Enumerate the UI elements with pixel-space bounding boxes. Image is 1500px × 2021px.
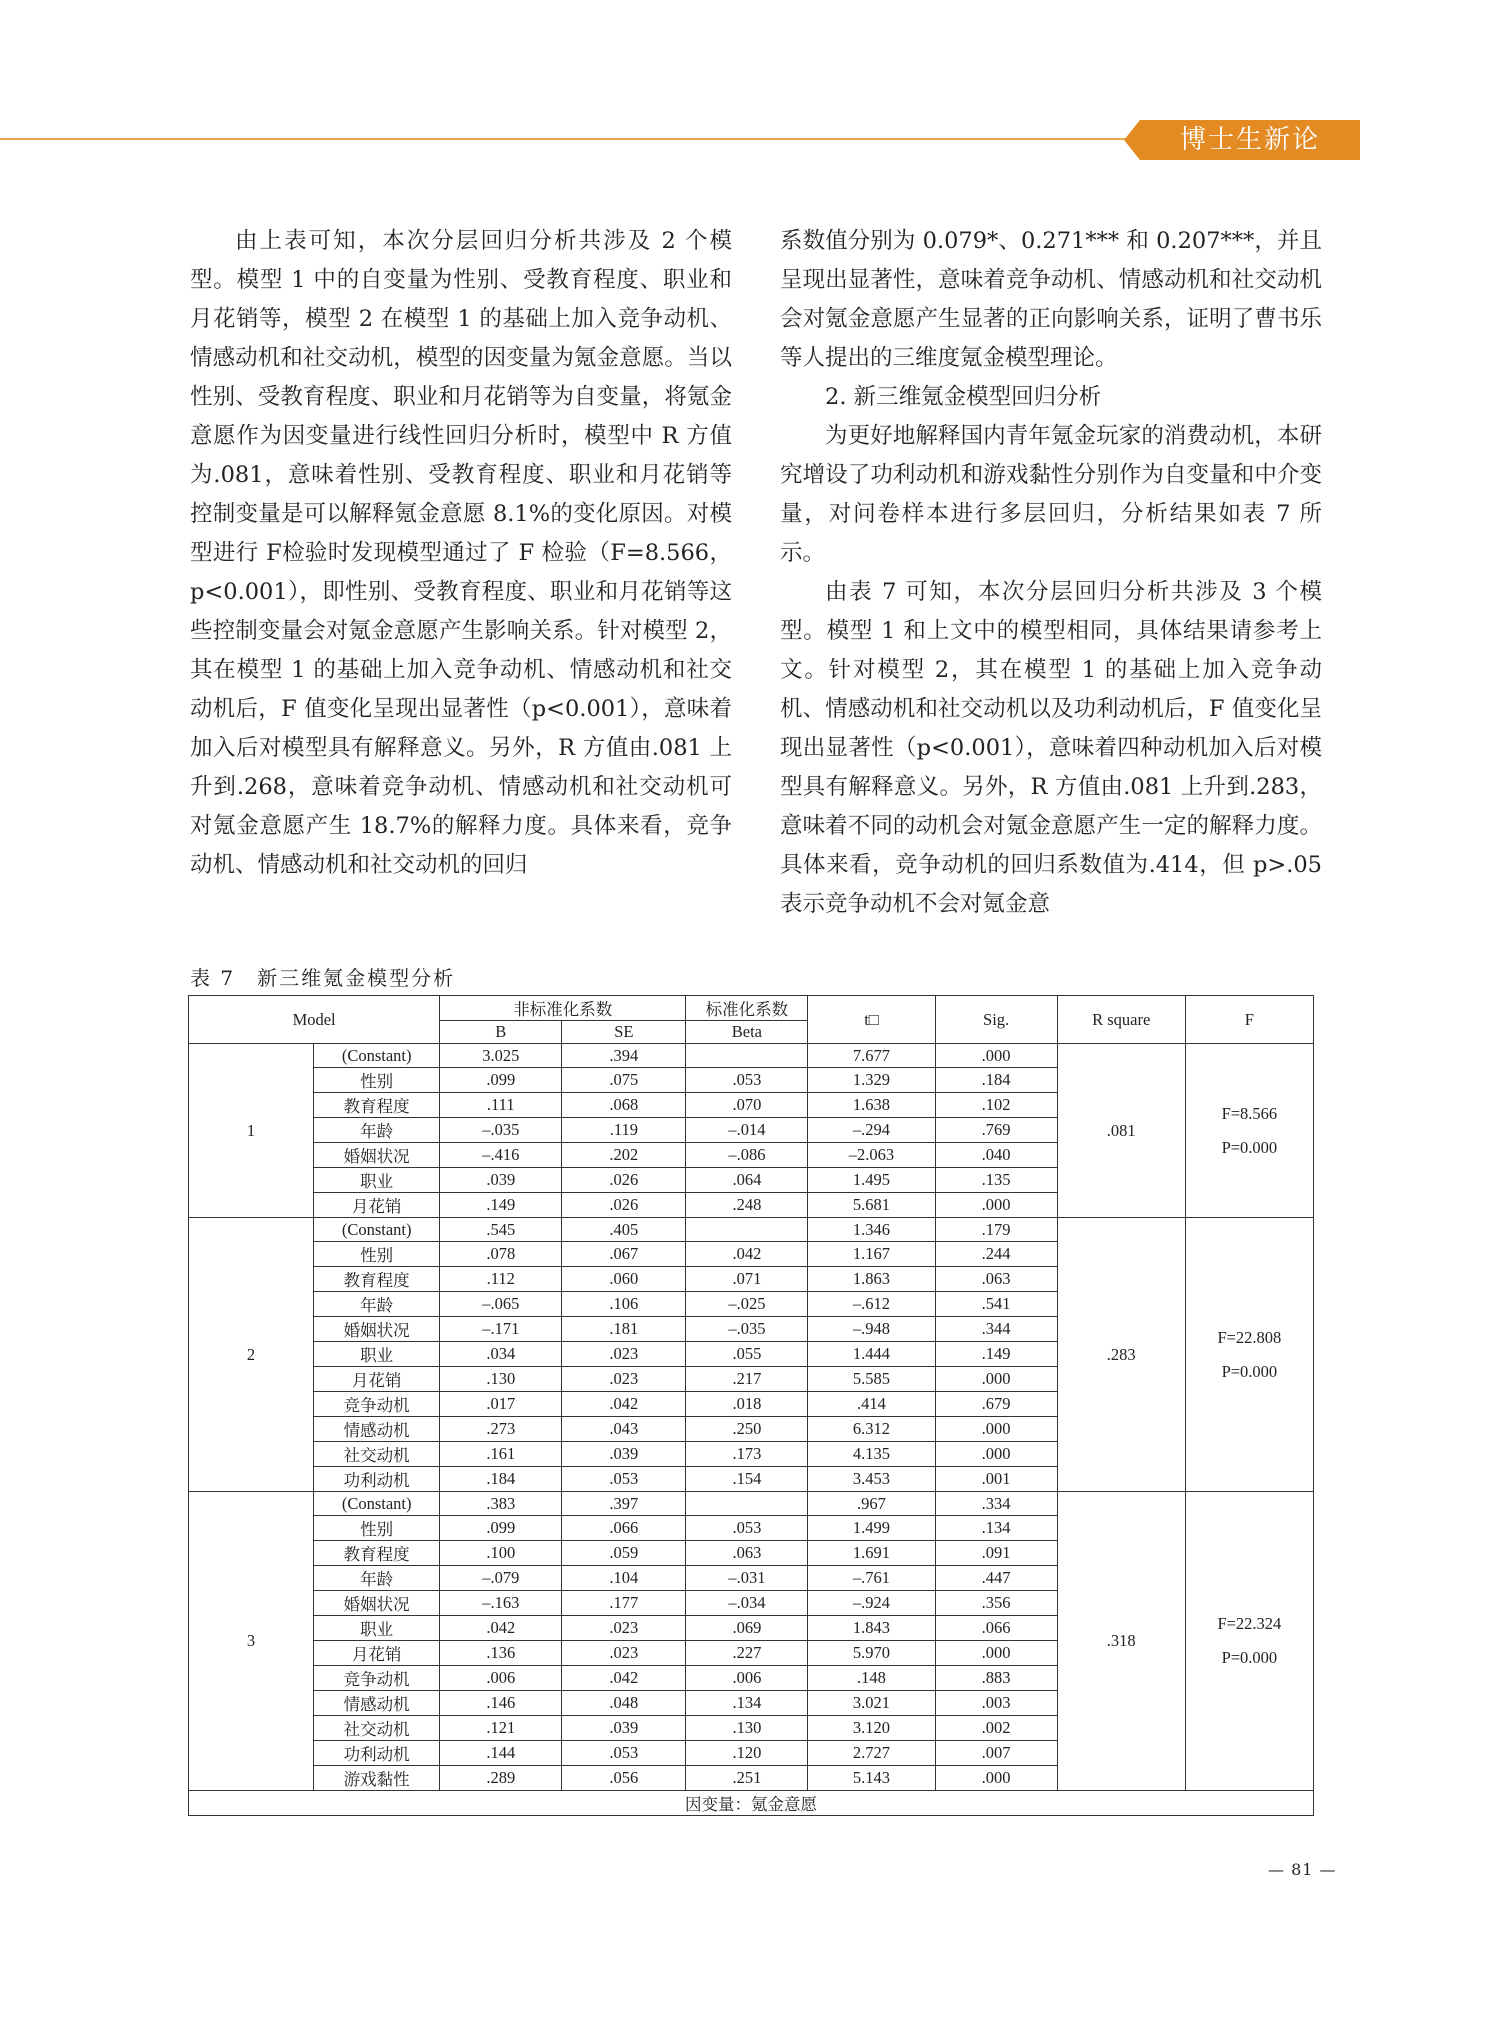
b-cell: .184 (440, 1467, 562, 1492)
beta-cell: .130 (686, 1716, 808, 1741)
variable-cell: 游戏黏性 (314, 1766, 440, 1791)
sig-cell: .002 (935, 1716, 1057, 1741)
variable-cell: 竞争动机 (314, 1666, 440, 1691)
b-cell: .273 (440, 1417, 562, 1442)
t-cell: .148 (808, 1666, 935, 1691)
variable-cell: 年龄 (314, 1118, 440, 1143)
sig-cell: .000 (935, 1417, 1057, 1442)
sig-cell: .000 (935, 1766, 1057, 1791)
f-stat-cell (1185, 1044, 1313, 1218)
t-cell: 5.681 (808, 1193, 935, 1218)
model-id-cell: 2 (189, 1218, 314, 1492)
header-t: t□ (808, 996, 935, 1044)
se-cell: .067 (562, 1242, 686, 1267)
sig-cell: .007 (935, 1741, 1057, 1766)
se-cell: .053 (562, 1741, 686, 1766)
table-footer: 因变量：氪金意愿 (189, 1791, 1314, 1816)
sig-cell: .334 (935, 1492, 1057, 1516)
regression-table (188, 995, 1314, 1816)
se-cell: .177 (562, 1591, 686, 1616)
sig-cell: .102 (935, 1093, 1057, 1118)
sig-cell: .135 (935, 1168, 1057, 1193)
section-tab: 博士生新论 (1140, 120, 1360, 160)
variable-cell: 教育程度 (314, 1267, 440, 1292)
variable-cell: 性别 (314, 1242, 440, 1267)
beta-cell: –.014 (686, 1118, 808, 1143)
sig-cell: .679 (935, 1392, 1057, 1417)
b-cell: .099 (440, 1068, 562, 1093)
beta-cell: .071 (686, 1267, 808, 1292)
t-cell: –.612 (808, 1292, 935, 1317)
model-id-cell: 3 (189, 1492, 314, 1791)
header-r-square: R square (1057, 996, 1185, 1044)
se-cell: .039 (562, 1442, 686, 1467)
sig-cell: .344 (935, 1317, 1057, 1342)
body-paragraph: 由表 7 可知，本次分层回归分析共涉及 3 个模型。模型 1 和上文中的模型相同，具体结果请参考上文。针对模型 2，其在模型 1 的基础上加入竞争动机、情感动机和社交动机以及功利动机后，F 值变化呈现出显著性（p<0.001），意味着四种动机加入后对模型具有解释意义。另外，R 方值由.081 上升到.283，意味着不同的动机会对氪金意愿产生一定的解释力度。具体来看，竞争动机的回归系数值为.414，但 p>.05 表示竞争动机不会对氪金意 (780, 579, 1322, 917)
variable-cell: 婚姻状况 (314, 1591, 440, 1616)
b-cell: .121 (440, 1716, 562, 1741)
variable-cell: 月花销 (314, 1193, 440, 1218)
header-rule (0, 138, 1160, 140)
p-value: P=0.000 (1221, 1137, 1278, 1157)
variable-cell: 年龄 (314, 1292, 440, 1317)
se-cell: .059 (562, 1541, 686, 1566)
sig-cell: .000 (935, 1193, 1057, 1218)
right-column (780, 222, 1322, 924)
t-cell: –2.063 (808, 1143, 935, 1168)
b-cell: .078 (440, 1242, 562, 1267)
b-cell: .383 (440, 1492, 562, 1516)
sig-cell: .883 (935, 1666, 1057, 1691)
se-cell: .181 (562, 1317, 686, 1342)
t-cell: 4.135 (808, 1442, 935, 1467)
t-cell: –.761 (808, 1566, 935, 1591)
sig-cell: .184 (935, 1068, 1057, 1093)
f-value: F=8.566 (1221, 1103, 1278, 1123)
t-cell: 1.638 (808, 1093, 935, 1118)
b-cell: .034 (440, 1342, 562, 1367)
b-cell: .130 (440, 1367, 562, 1392)
variable-cell: 教育程度 (314, 1093, 440, 1118)
f-stat-cell (1185, 1218, 1313, 1492)
beta-cell (686, 1218, 808, 1242)
sig-cell: .000 (935, 1044, 1057, 1068)
b-cell: .017 (440, 1392, 562, 1417)
beta-cell: .042 (686, 1242, 808, 1267)
header-se: SE (562, 1021, 686, 1044)
b-cell: .146 (440, 1691, 562, 1716)
se-cell: .119 (562, 1118, 686, 1143)
b-cell: –.416 (440, 1143, 562, 1168)
t-cell: –.294 (808, 1118, 935, 1143)
f-value: F=22.808 (1217, 1327, 1282, 1347)
variable-cell: (Constant) (314, 1044, 440, 1068)
model-id-cell: 1 (189, 1044, 314, 1218)
b-cell: –.163 (440, 1591, 562, 1616)
se-cell: .075 (562, 1068, 686, 1093)
sig-cell: .769 (935, 1118, 1057, 1143)
beta-cell: –.086 (686, 1143, 808, 1168)
se-cell: .066 (562, 1516, 686, 1541)
t-cell: 5.970 (808, 1641, 935, 1666)
beta-cell: .053 (686, 1516, 808, 1541)
sig-cell: .447 (935, 1566, 1057, 1591)
body-paragraph: 为更好地解释国内青年氪金玩家的消费动机，本研究增设了功利动机和游戏黏性分别作为自变量和中介变量，对问卷样本进行多层回归，分析结果如表 7 所示。 (780, 423, 1322, 566)
f-stat-cell (1185, 1492, 1313, 1791)
variable-cell: 职业 (314, 1168, 440, 1193)
t-cell: 1.691 (808, 1541, 935, 1566)
t-cell: 1.843 (808, 1616, 935, 1641)
beta-cell: .018 (686, 1392, 808, 1417)
b-cell: .161 (440, 1442, 562, 1467)
header-b: B (440, 1021, 562, 1044)
beta-cell: –.031 (686, 1566, 808, 1591)
beta-cell: .250 (686, 1417, 808, 1442)
table-row (189, 1492, 1314, 1516)
sig-cell: .001 (935, 1467, 1057, 1492)
variable-cell: 性别 (314, 1516, 440, 1541)
t-cell: 1.444 (808, 1342, 935, 1367)
se-cell: .026 (562, 1168, 686, 1193)
t-cell: 3.453 (808, 1467, 935, 1492)
t-cell: 1.346 (808, 1218, 935, 1242)
se-cell: .106 (562, 1292, 686, 1317)
se-cell: .042 (562, 1392, 686, 1417)
beta-cell: .064 (686, 1168, 808, 1193)
sig-cell: .066 (935, 1616, 1057, 1641)
b-cell: .099 (440, 1516, 562, 1541)
beta-cell: .053 (686, 1068, 808, 1093)
header-unstandardized: 非标准化系数 (440, 996, 686, 1021)
variable-cell: 竞争动机 (314, 1392, 440, 1417)
b-cell: 3.025 (440, 1044, 562, 1068)
variable-cell: (Constant) (314, 1218, 440, 1242)
header-standardized: 标准化系数 (686, 996, 808, 1021)
variable-cell: 教育程度 (314, 1541, 440, 1566)
sig-cell: .000 (935, 1442, 1057, 1467)
beta-cell: –.025 (686, 1292, 808, 1317)
se-cell: .068 (562, 1093, 686, 1118)
beta-cell: .120 (686, 1741, 808, 1766)
se-cell: .053 (562, 1467, 686, 1492)
t-cell: 5.585 (808, 1367, 935, 1392)
b-cell: .545 (440, 1218, 562, 1242)
p-value: P=0.000 (1221, 1361, 1278, 1381)
beta-cell: .063 (686, 1541, 808, 1566)
t-cell: –.948 (808, 1317, 935, 1342)
beta-cell: .251 (686, 1766, 808, 1791)
b-cell: .006 (440, 1666, 562, 1691)
variable-cell: (Constant) (314, 1492, 440, 1516)
table-caption-number: 表 7 (190, 966, 236, 990)
left-column (190, 222, 732, 885)
sig-cell: .000 (935, 1641, 1057, 1666)
variable-cell: 社交动机 (314, 1442, 440, 1467)
beta-cell: .006 (686, 1666, 808, 1691)
t-cell: 1.499 (808, 1516, 935, 1541)
variable-cell: 职业 (314, 1616, 440, 1641)
t-cell: 1.495 (808, 1168, 935, 1193)
t-cell: 2.727 (808, 1741, 935, 1766)
t-cell: .414 (808, 1392, 935, 1417)
b-cell: .039 (440, 1168, 562, 1193)
se-cell: .056 (562, 1766, 686, 1791)
beta-cell: .217 (686, 1367, 808, 1392)
t-cell: .967 (808, 1492, 935, 1516)
se-cell: .043 (562, 1417, 686, 1442)
p-value: P=0.000 (1221, 1648, 1278, 1667)
body-paragraph: 系数值分别为 0.079*、0.271*** 和 0.207***，并且呈现出显著性，意味着竞争动机、情感动机和社交动机会对氪金意愿产生显著的正向影响关系，证明了曹书乐等人提出的三维度氪金模型理论。 (780, 228, 1322, 371)
beta-cell: .055 (686, 1342, 808, 1367)
variable-cell: 功利动机 (314, 1741, 440, 1766)
variable-cell: 社交动机 (314, 1716, 440, 1741)
sig-cell: .244 (935, 1242, 1057, 1267)
se-cell: .042 (562, 1666, 686, 1691)
t-cell: 3.120 (808, 1716, 935, 1741)
variable-cell: 年龄 (314, 1566, 440, 1591)
beta-cell: .069 (686, 1616, 808, 1641)
se-cell: .023 (562, 1616, 686, 1641)
sig-cell: .000 (935, 1367, 1057, 1392)
beta-cell: .173 (686, 1442, 808, 1467)
variable-cell: 职业 (314, 1342, 440, 1367)
beta-cell: –.034 (686, 1591, 808, 1616)
beta-cell: .248 (686, 1193, 808, 1218)
sig-cell: .356 (935, 1591, 1057, 1616)
header-f: F (1185, 996, 1313, 1044)
sig-cell: .040 (935, 1143, 1057, 1168)
b-cell: –.035 (440, 1118, 562, 1143)
b-cell: .149 (440, 1193, 562, 1218)
se-cell: .048 (562, 1691, 686, 1716)
sig-cell: .149 (935, 1342, 1057, 1367)
b-cell: .136 (440, 1641, 562, 1666)
variable-cell: 婚姻状况 (314, 1143, 440, 1168)
se-cell: .023 (562, 1641, 686, 1666)
b-cell: .100 (440, 1541, 562, 1566)
variable-cell: 月花销 (314, 1641, 440, 1666)
header-beta: Beta (686, 1021, 808, 1044)
variable-cell: 情感动机 (314, 1691, 440, 1716)
t-cell: 5.143 (808, 1766, 935, 1791)
beta-cell (686, 1492, 808, 1516)
t-cell: 1.863 (808, 1267, 935, 1292)
t-cell: 1.167 (808, 1242, 935, 1267)
variable-cell: 功利动机 (314, 1467, 440, 1492)
b-cell: .112 (440, 1267, 562, 1292)
f-value: F=22.324 (1217, 1614, 1282, 1633)
se-cell: .394 (562, 1044, 686, 1068)
beta-cell: –.035 (686, 1317, 808, 1342)
variable-cell: 婚姻状况 (314, 1317, 440, 1342)
header-sig: Sig. (935, 996, 1057, 1044)
b-cell: .289 (440, 1766, 562, 1791)
t-cell: 6.312 (808, 1417, 935, 1442)
page-number: — 81 — (1268, 1860, 1337, 1879)
table-caption (190, 962, 455, 991)
se-cell: .397 (562, 1492, 686, 1516)
b-cell: .111 (440, 1093, 562, 1118)
header-model: Model (189, 996, 440, 1044)
variable-cell: 月花销 (314, 1367, 440, 1392)
b-cell: .144 (440, 1741, 562, 1766)
t-cell: 1.329 (808, 1068, 935, 1093)
b-cell: –.079 (440, 1566, 562, 1591)
variable-cell: 情感动机 (314, 1417, 440, 1442)
t-cell: 7.677 (808, 1044, 935, 1068)
se-cell: .202 (562, 1143, 686, 1168)
se-cell: .104 (562, 1566, 686, 1591)
sig-cell: .091 (935, 1541, 1057, 1566)
r-square-cell: .318 (1057, 1492, 1185, 1791)
sig-cell: .134 (935, 1516, 1057, 1541)
sig-cell: .541 (935, 1292, 1057, 1317)
b-cell: –.171 (440, 1317, 562, 1342)
se-cell: .039 (562, 1716, 686, 1741)
beta-cell: .070 (686, 1093, 808, 1118)
r-square-cell: .081 (1057, 1044, 1185, 1218)
body-paragraph: 2. 新三维氪金模型回归分析 (825, 384, 1102, 410)
se-cell: .026 (562, 1193, 686, 1218)
se-cell: .405 (562, 1218, 686, 1242)
table-row (189, 1044, 1314, 1068)
table-caption-title: 新三维氪金模型分析 (257, 966, 456, 990)
b-cell: .042 (440, 1616, 562, 1641)
sig-cell: .063 (935, 1267, 1057, 1292)
r-square-cell: .283 (1057, 1218, 1185, 1492)
se-cell: .023 (562, 1342, 686, 1367)
beta-cell: .227 (686, 1641, 808, 1666)
table-row (189, 1218, 1314, 1242)
beta-cell: .134 (686, 1691, 808, 1716)
se-cell: .060 (562, 1267, 686, 1292)
t-cell: –.924 (808, 1591, 935, 1616)
beta-cell (686, 1044, 808, 1068)
sig-cell: .003 (935, 1691, 1057, 1716)
beta-cell: .154 (686, 1467, 808, 1492)
variable-cell: 性别 (314, 1068, 440, 1093)
t-cell: 3.021 (808, 1691, 935, 1716)
b-cell: –.065 (440, 1292, 562, 1317)
sig-cell: .179 (935, 1218, 1057, 1242)
body-paragraph: 由上表可知，本次分层回归分析共涉及 2 个模型。模型 1 中的自变量为性别、受教育程度、职业和月花销等，模型 2 在模型 1 的基础上加入竞争动机、情感动机和社交动机，模型的因变量为氪金意愿。当以性别、受教育程度、职业和月花销等为自变量，将氪金意愿作为因变量进行线性回归分析时，模型中 R 方值为.081，意味着性别、受教育程度、职业和月花销等控制变量是可以解释氪金意愿 8.1%的变化原因。对模型进行 F检验时发现模型通过了 F 检验（F=8.566，p<0.001），即性别、受教育程度、职业和月花销等这些控制变量会对氪金意愿产生影响关系。针对模型 2，其在模型 1 的基础上加入竞争动机、情感动机和社交动机后，F 值变化呈现出显著性（p<0.001），意味着加入后对模型具有解释意义。另外，R 方值由.081 上升到.268，意味着竞争动机、情感动机和社交动机可对氪金意愿产生 18.7%的解释力度。具体来看，竞争动机、情感动机和社交动机的回归 (190, 228, 732, 878)
se-cell: .023 (562, 1367, 686, 1392)
